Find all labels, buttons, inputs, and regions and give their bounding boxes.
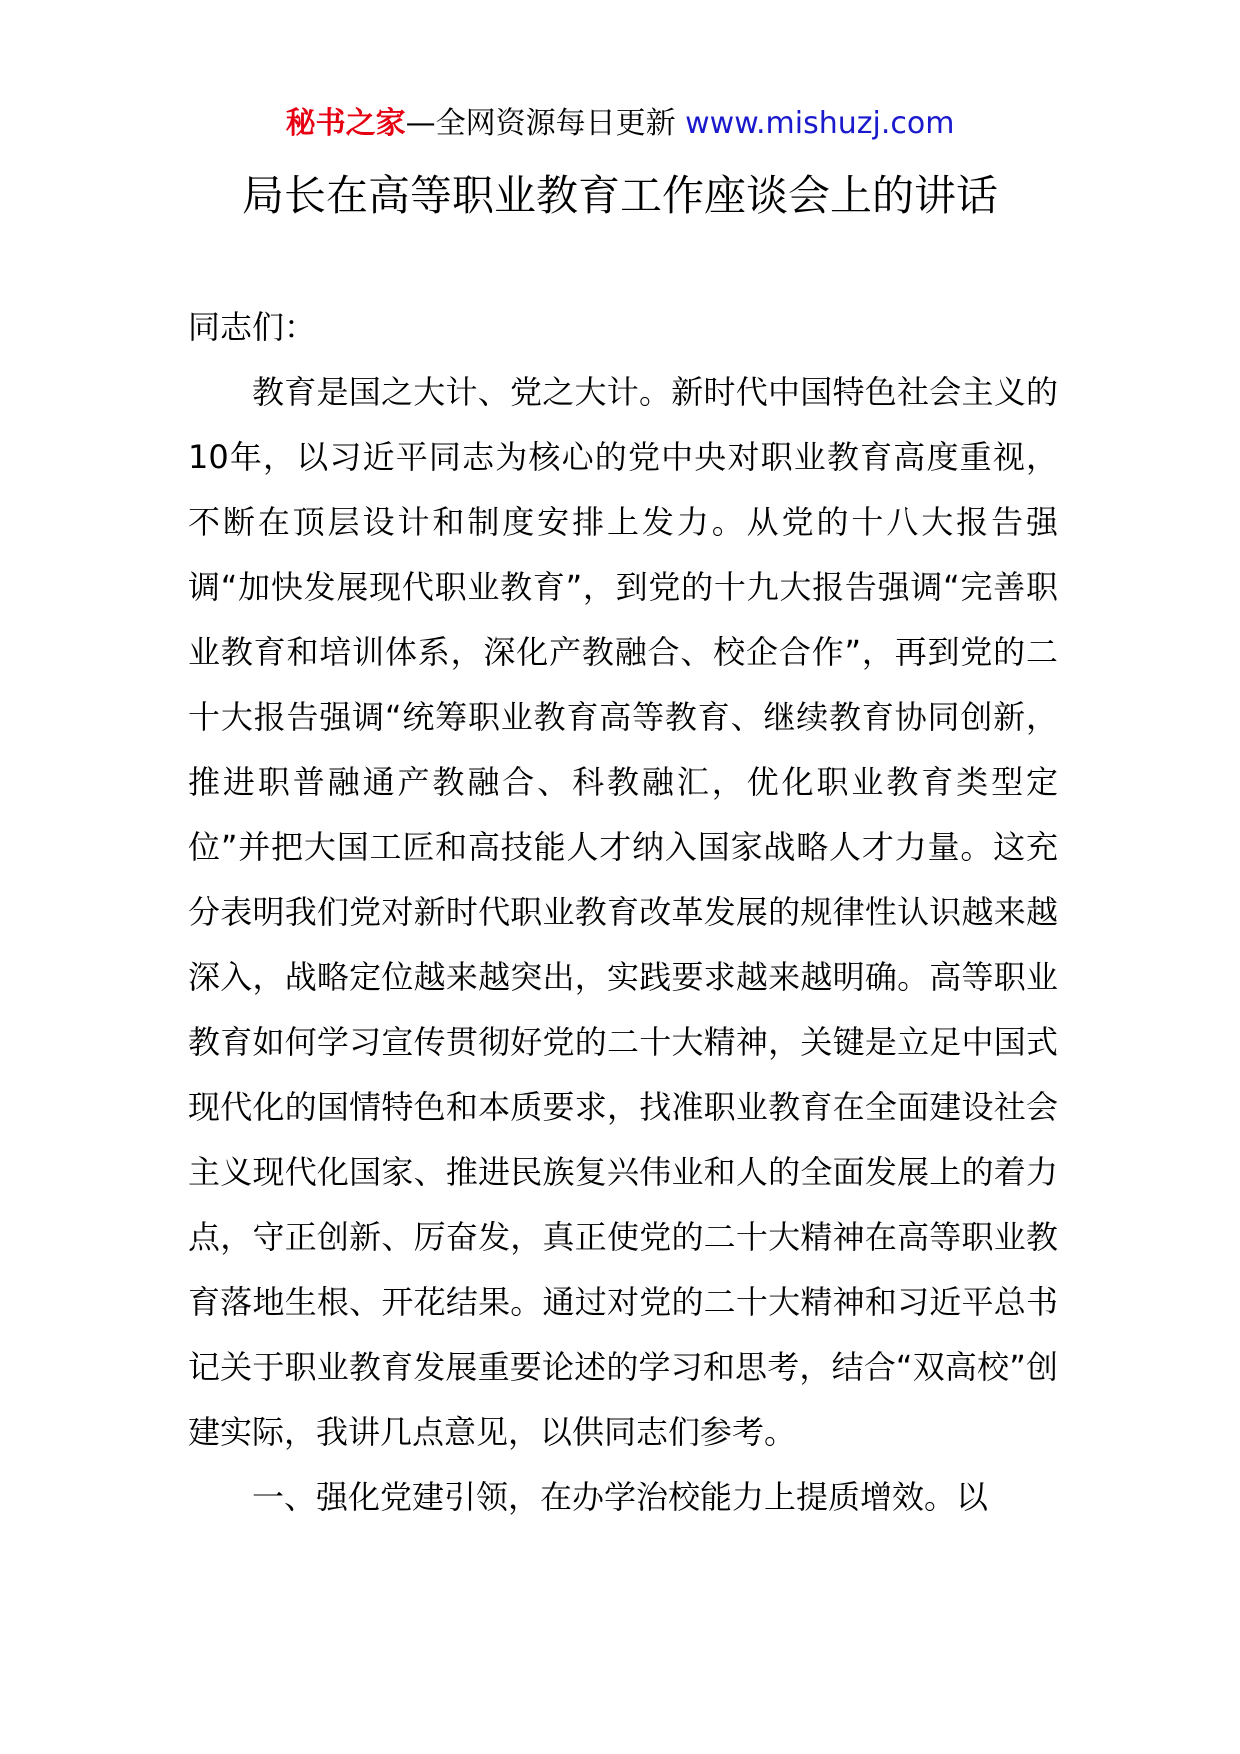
site-slogan: —全网资源每日更新	[405, 106, 676, 141]
document-body	[188, 295, 1058, 1530]
salutation: 同志们：	[188, 308, 317, 346]
document-title: 局长在高等职业教育工作座谈会上的讲话	[241, 171, 998, 220]
body-paragraph: 教育是国之大计、党之大计。新时代中国特色社会主义的10年，以习近平同志为核心的党中央对职业教育高度重视，不断在顶层设计和制度安排上发力。从党的十八大报告强调“加快发展现代职业教育”，到党的十九大报告强调“完善职业教育和培训体系，深化产教融合、校企合作”，再到党的二十大报告强调“统筹职业教育高等教育、继续教育协同创新，推进职普融通产教融合、科教融汇，优化职业教育类型定位”并把大国工匠和高技能人才纳入国家战略人才力量。这充分表明我们党对新时代职业教育改革发展的规律性认识越来越深入，战略定位越来越突出，实践要求越来越明确。高等职业教育如何学习宣传贯彻好党的二十大精神，关键是立足中国式现代化的国情特色和本质要求，找准职业教育在全面建设社会主义现代化国家、推进民族复兴伟业和人的全面发展上的着力点，守正创新、厉奋发，真正使党的二十大精神在高等职业教育落地生根、开花结果。通过对党的二十大精神和习近平总书记关于职业教育发展重要论述的学习和思考，结合“双高校”创建实际，我讲几点意见，以供同志们参考。	[188, 373, 1058, 1451]
site-url-link[interactable]: www.mishuzj.com	[685, 106, 955, 141]
site-header	[0, 104, 1240, 144]
section-heading: 一、强化党建引领，在办学治校能力上提质增效。以	[252, 1478, 989, 1516]
site-brand: 秘书之家	[285, 106, 406, 141]
